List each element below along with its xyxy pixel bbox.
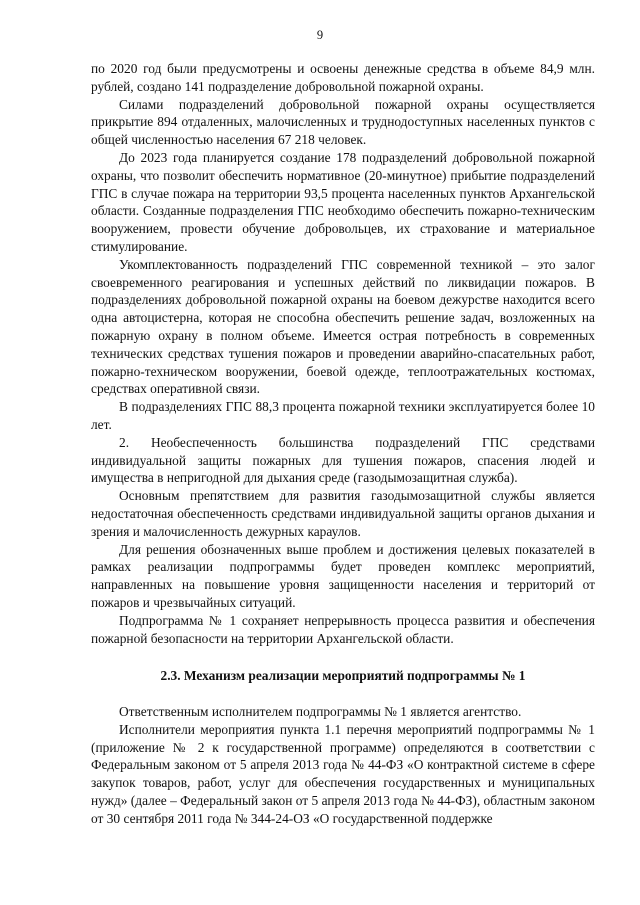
section-heading: 2.3. Механизм реализации мероприятий подпрограммы № 1	[160, 668, 526, 684]
paragraph: Укомплектованность подразделений ГПС современной техникой – это залог своевременного реагирования и успешных действий по ликвидации пожаров. В подразделениях добровольной пожарной охраны на боевом дежурстве находится всего одна автоцистерна, которая не способна обеспечить решение задач, возложенных на пожарную охрану в полном объеме. Имеется острая потребность в современных технических средствах тушения пожаров и проведении аварийно-спасательных работ, пожарно-техническом вооружении, боевой одежде, теплоотражательных костюмах, средствах оперативной связи.	[91, 256, 595, 397]
page-number: 9	[316, 28, 324, 42]
paragraph: До 2023 года планируется создание 178 подразделений добровольной пожарной охраны, что позволит обеспечить нормативное (20-минутное) прибытие подразделений ГПС в случае пожара на территории 93,5 процента населенных пунктов Архангельской области. Созданные подразделения ГПС необходимо обеспечить пожарно-техническим вооружением, провести обучение добровольцев, их страхование и материальное стимулирование.	[91, 149, 595, 254]
paragraph: Основным препятствием для развития газодымозащитной службы является недостаточная обеспеченность средствами индивидуальной защиты органов дыхания и зрения и малочисленность дежурных караулов.	[91, 488, 595, 539]
paragraph: Ответственным исполнителем подпрограммы № 1 является агентство.	[119, 704, 522, 720]
paragraph: Исполнители мероприятия пункта 1.1 перечня мероприятий подпрограммы № 1 (приложение № 2 к государственной программе) определяются в соответствии с Федеральным законом от 5 апреля 2013 года № 44-ФЗ «О контрактной системе в сфере закупок товаров, работ, услуг для обеспечения государственных и муниципальных нужд» (далее – Федеральный закон от 5 апреля 2013 года № 44-ФЗ), областным законом от 30 сентября 2011 года № 344-24-ОЗ «О государственной поддержке	[91, 721, 595, 826]
document-body	[91, 60, 595, 828]
paragraph: В подразделениях ГПС 88,3 процента пожарной техники эксплуатируется более 10 лет.	[91, 399, 595, 432]
paragraph: 2. Необеспеченность большинства подразделений ГПС средствами индивидуальной защиты пожарных для тушения пожаров, спасения людей и имущества в непригодной для дыхания среде (газодымозащитная служба).	[91, 434, 595, 486]
paragraph: Для решения обозначенных выше проблем и достижения целевых показателей в рамках реализации подпрограммы будет проведен комплекс мероприятий, направленных на повышение уровня защищенности населения и территорий от пожаров и чрезвычайных ситуаций.	[91, 541, 595, 610]
paragraph: по 2020 год были предусмотрены и освоены денежные средства в объеме 84,9 млн. рублей, создано 141 подразделение добровольной пожарной охраны.	[91, 61, 595, 94]
paragraph: Подпрограмма № 1 сохраняет непрерывность процесса развития и обеспечения пожарной безопасности на территории Архангельской области.	[91, 612, 595, 646]
paragraph: Силами подразделений добровольной пожарной охраны осуществляется прикрытие 894 отдаленных, малочисленных и труднодоступных населенных пунктов с общей численностью населения 67 218 человек.	[91, 96, 595, 148]
